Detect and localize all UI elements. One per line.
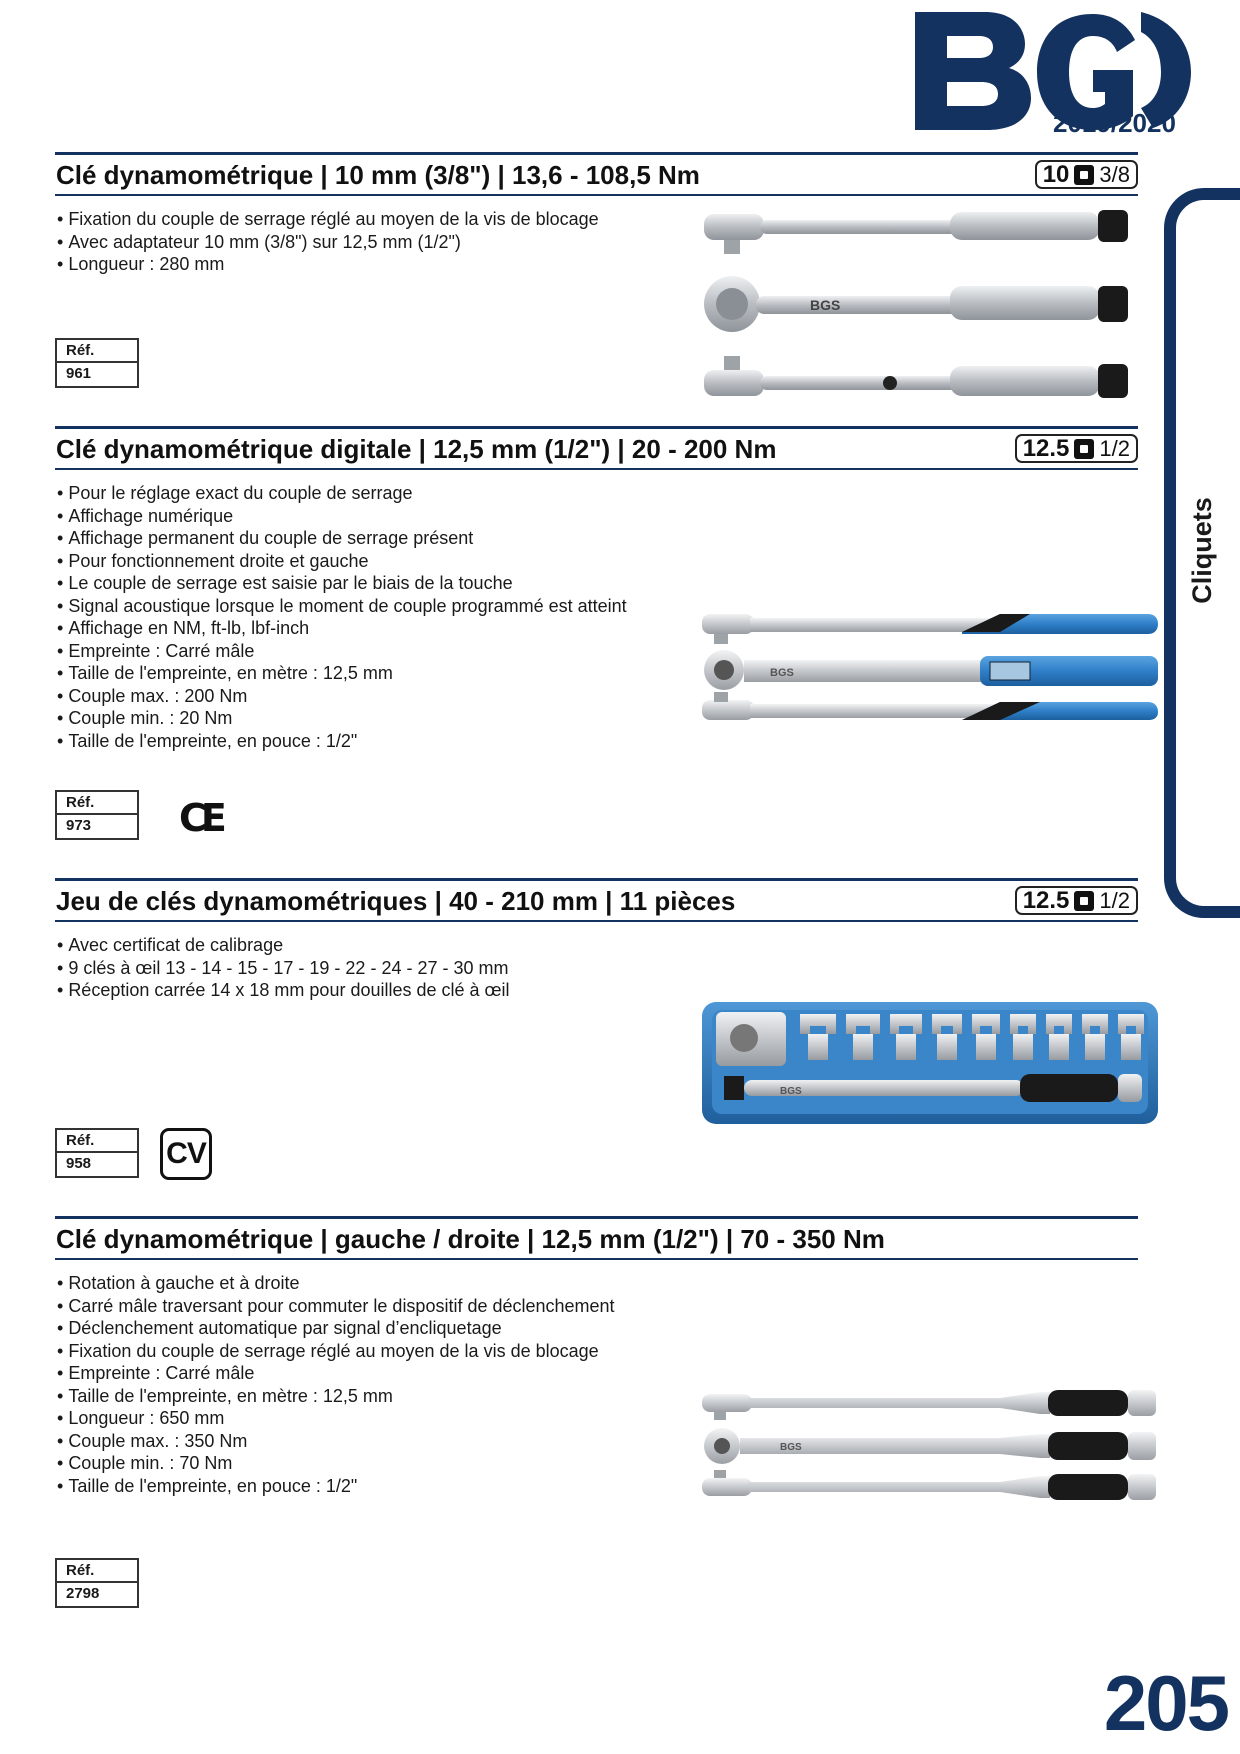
- svg-text:BGS: BGS: [810, 297, 841, 313]
- catalog-year: 2019/2020: [1053, 108, 1176, 138]
- reference-label: Réf.: [57, 1560, 137, 1583]
- wrench-view-bottom: [702, 692, 1158, 720]
- feature-item: • Taille de l'empreinte, en pouce : 1/2": [57, 1475, 615, 1498]
- product-title: Jeu de clés dynamométriques | 40 - 210 mm | 11 pièces: [56, 886, 736, 916]
- feature-item: • Fixation du couple de serrage réglé au moyen de la vis de blocage: [57, 208, 599, 231]
- feature-list: [57, 208, 599, 276]
- wrench-view-bottom: [704, 356, 1128, 398]
- feature-item: • Avec adaptateur 10 mm (3/8") sur 12,5 mm (1/2"): [57, 231, 599, 254]
- drive-fraction: 1/2: [1099, 435, 1130, 461]
- reference-number: 973: [66, 817, 92, 834]
- drive-fraction: 1/2: [1099, 887, 1130, 913]
- feature-item: • Longueur : 650 mm: [57, 1407, 615, 1430]
- feature-item: • Pour fonctionnement droite et gauche: [57, 550, 627, 573]
- feature-item: • Carré mâle traversant pour commuter le dispositif de déclenchement: [57, 1295, 615, 1318]
- feature-item: • Affichage numérique: [57, 505, 627, 528]
- product-rule-bottom: [55, 468, 1138, 470]
- wrench-view-middle: [704, 276, 1128, 332]
- feature-item: • Déclenchement automatique par signal d’encliquetage: [57, 1317, 615, 1340]
- feature-item: • Couple min. : 70 Nm: [57, 1452, 615, 1475]
- wrench-view-bottom: [702, 1470, 1156, 1500]
- feature-item: • 9 clés à œil 13 - 14 - 15 - 17 - 19 - 22 - 24 - 27 - 30 mm: [57, 957, 510, 980]
- svg-text:BGS: BGS: [780, 1442, 802, 1453]
- reference-label: Réf.: [57, 1130, 137, 1153]
- square-drive-icon: [1074, 891, 1094, 911]
- digital-torque-wrench-973-image: [700, 608, 1160, 732]
- product-title: Clé dynamométrique | 10 mm (3/8") | 13,6 - 108,5 Nm: [56, 160, 700, 190]
- feature-item: • Empreinte : Carré mâle: [57, 640, 627, 663]
- cv-mark: CV: [160, 1128, 212, 1180]
- wrench-view-top: [702, 1390, 1156, 1420]
- feature-item: • Longueur : 280 mm: [57, 253, 599, 276]
- feature-item: • Taille de l'empreinte, en pouce : 1/2": [57, 730, 627, 753]
- feature-item: • Taille de l'empreinte, en mètre : 12,5 mm: [57, 662, 627, 685]
- reference-label: Réf.: [57, 340, 137, 363]
- feature-item: • Fixation du couple de serrage réglé au moyen de la vis de blocage: [57, 1340, 615, 1363]
- reference-box: [55, 338, 139, 388]
- drive-size: 10: [1042, 160, 1070, 188]
- drive-size-badge: [1015, 434, 1138, 463]
- feature-list: [57, 482, 627, 752]
- product-rule-top: [55, 152, 1138, 155]
- product-title: Clé dynamométrique | gauche / droite | 12,5 mm (1/2") | 70 - 350 Nm: [56, 1224, 885, 1254]
- torque-wrench-2798-image: [700, 1384, 1160, 1508]
- square-drive-icon: [1074, 439, 1094, 459]
- drive-size: 12.5: [1022, 886, 1070, 914]
- section-side-tab-label: Cliquets: [1186, 496, 1217, 604]
- product-title: Clé dynamométrique digitale | 12,5 mm (1/2") | 20 - 200 Nm: [56, 434, 777, 464]
- svg-text:BGS: BGS: [780, 1086, 802, 1097]
- drive-size-badge: [1035, 160, 1138, 189]
- feature-item: • Couple max. : 350 Nm: [57, 1430, 615, 1453]
- wrench-view-middle: [704, 650, 1158, 690]
- reference-box: [55, 790, 139, 840]
- svg-text:BGS: BGS: [770, 667, 794, 679]
- product-rule-top: [55, 1216, 1138, 1219]
- reference-box: [55, 1558, 139, 1608]
- product-rule-bottom: [55, 1258, 1138, 1260]
- page-number: 205: [1103, 1659, 1228, 1747]
- reference-number: 961: [66, 365, 92, 382]
- wrench-view-middle: [704, 1428, 1156, 1464]
- feature-item: • Signal acoustique lorsque le moment de couple programmé est atteint: [57, 595, 627, 618]
- product-rule-bottom: [55, 920, 1138, 922]
- feature-item: • Affichage permanent du couple de serrage présent: [57, 527, 627, 550]
- drive-fraction: 3/8: [1099, 161, 1130, 187]
- feature-item: • Rotation à gauche et à droite: [57, 1272, 615, 1295]
- product-rule-top: [55, 426, 1138, 429]
- feature-item: • Empreinte : Carré mâle: [57, 1362, 615, 1385]
- feature-item: • Affichage en NM, ft-lb, lbf-inch: [57, 617, 627, 640]
- product-rule-bottom: [55, 194, 1138, 196]
- drive-size: 12.5: [1022, 434, 1070, 462]
- wrench-view-top: [704, 210, 1128, 254]
- torque-wrench-961-image: [700, 200, 1160, 410]
- feature-item: • Réception carrée 14 x 18 mm pour douilles de clé à œil: [57, 979, 510, 1002]
- feature-item: • Couple max. : 200 Nm: [57, 685, 627, 708]
- reference-number: 958: [66, 1155, 92, 1172]
- drive-size-badge: [1015, 886, 1138, 915]
- reference-label: Réf.: [57, 792, 137, 815]
- wrench-view-top: [702, 614, 1158, 644]
- feature-list: [57, 1272, 615, 1497]
- product-rule-top: [55, 878, 1138, 881]
- feature-item: • Le couple de serrage est saisie par le biais de la touche: [57, 572, 627, 595]
- feature-item: • Couple min. : 20 Nm: [57, 707, 627, 730]
- feature-list: [57, 934, 510, 1002]
- torque-wrench-set-958-image: [700, 998, 1160, 1126]
- feature-item: • Taille de l'empreinte, en mètre : 12,5 mm: [57, 1385, 615, 1408]
- reference-box: [55, 1128, 139, 1178]
- reference-number: 2798: [66, 1585, 100, 1602]
- square-drive-icon: [1074, 165, 1094, 185]
- ce-mark: CE: [179, 796, 221, 840]
- feature-item: • Pour le réglage exact du couple de serrage: [57, 482, 627, 505]
- feature-item: • Avec certificat de calibrage: [57, 934, 510, 957]
